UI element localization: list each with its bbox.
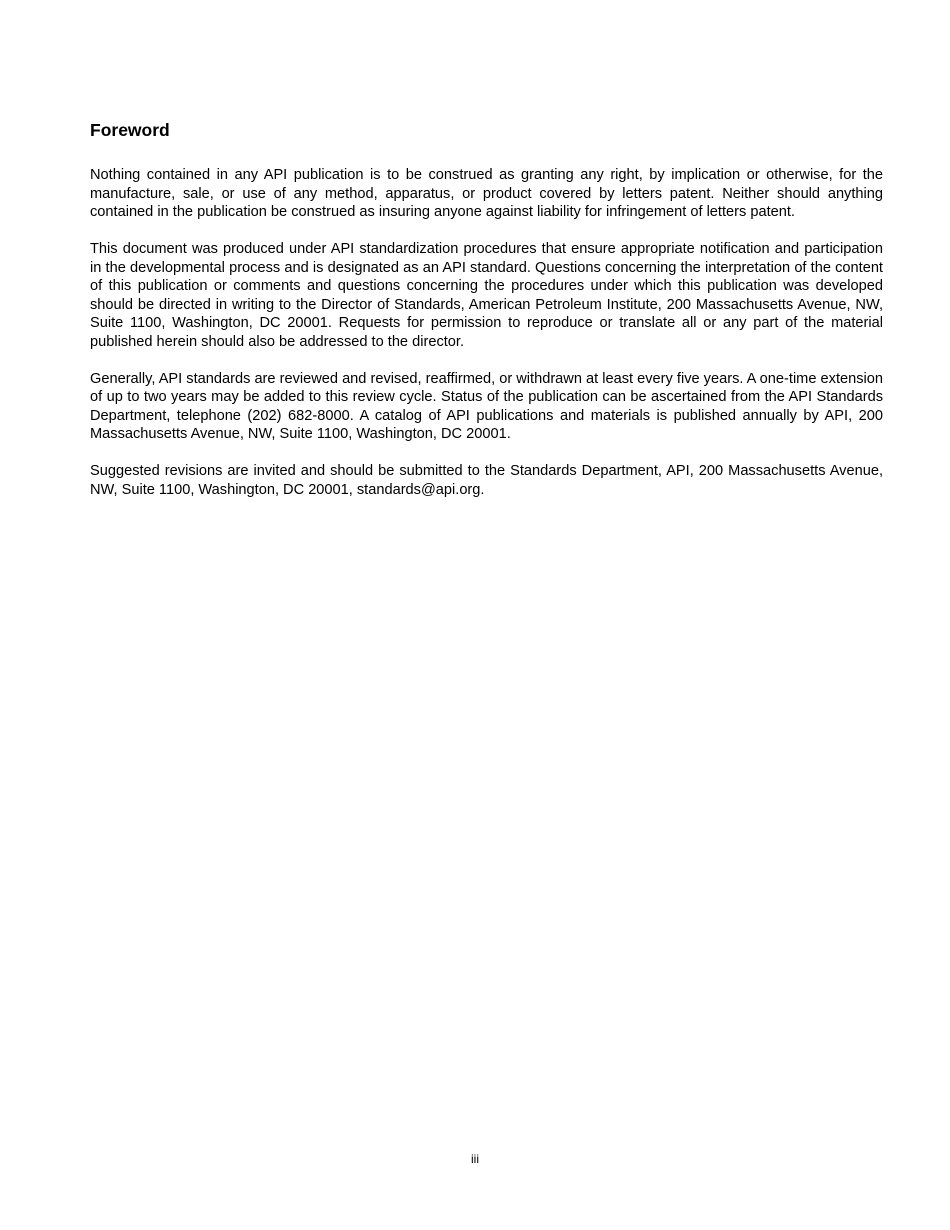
page-number: iii [471, 1152, 479, 1166]
body-text [90, 166, 883, 518]
paragraph-suggested-revisions: Suggested revisions are invited and should be submitted to the Standards Department, API, 200 Massachusetts Avenue, NW, Suite 1100, Washington, DC 20001, standards@api.org. [90, 463, 883, 498]
page-title: Foreword [90, 120, 170, 140]
paragraph-standardization-procedures: This document was produced under API standardization procedures that ensure appropriate notification and participation in the developmental process and is designated as an API standard. Questions concerning the interpretation of the content of this publication or comments and questions concerning the procedures under which this publication was developed should be directed in writing to the Director of Standards, American Petroleum Institute, 200 Massachusetts Avenue, NW, Suite 1100, Washington, DC 20001. Requests for permission to reproduce or translate all or any part of the material published herein should also be addressed to the director. [90, 241, 883, 350]
paragraph-patent-disclaimer: Nothing contained in any API publication is to be construed as granting any right, by implication or otherwise, for the manufacture, sale, or use of any method, apparatus, or product covered by letters patent. Neither should anything contained in the publication be construed as insuring anyone against liability for infringement of letters patent. [90, 167, 883, 220]
paragraph-review-cycle: Generally, API standards are reviewed and revised, reaffirmed, or withdrawn at least every five years. A one-time extension of up to two years may be added to this review cycle. Status of the publication can be ascertained from the API Standards Department, telephone (202) 682-8000. A catalog of API publications and materials is published annually by API, 200 Massachusetts Avenue, NW, Suite 1100, Washington, DC 20001. [90, 370, 883, 442]
